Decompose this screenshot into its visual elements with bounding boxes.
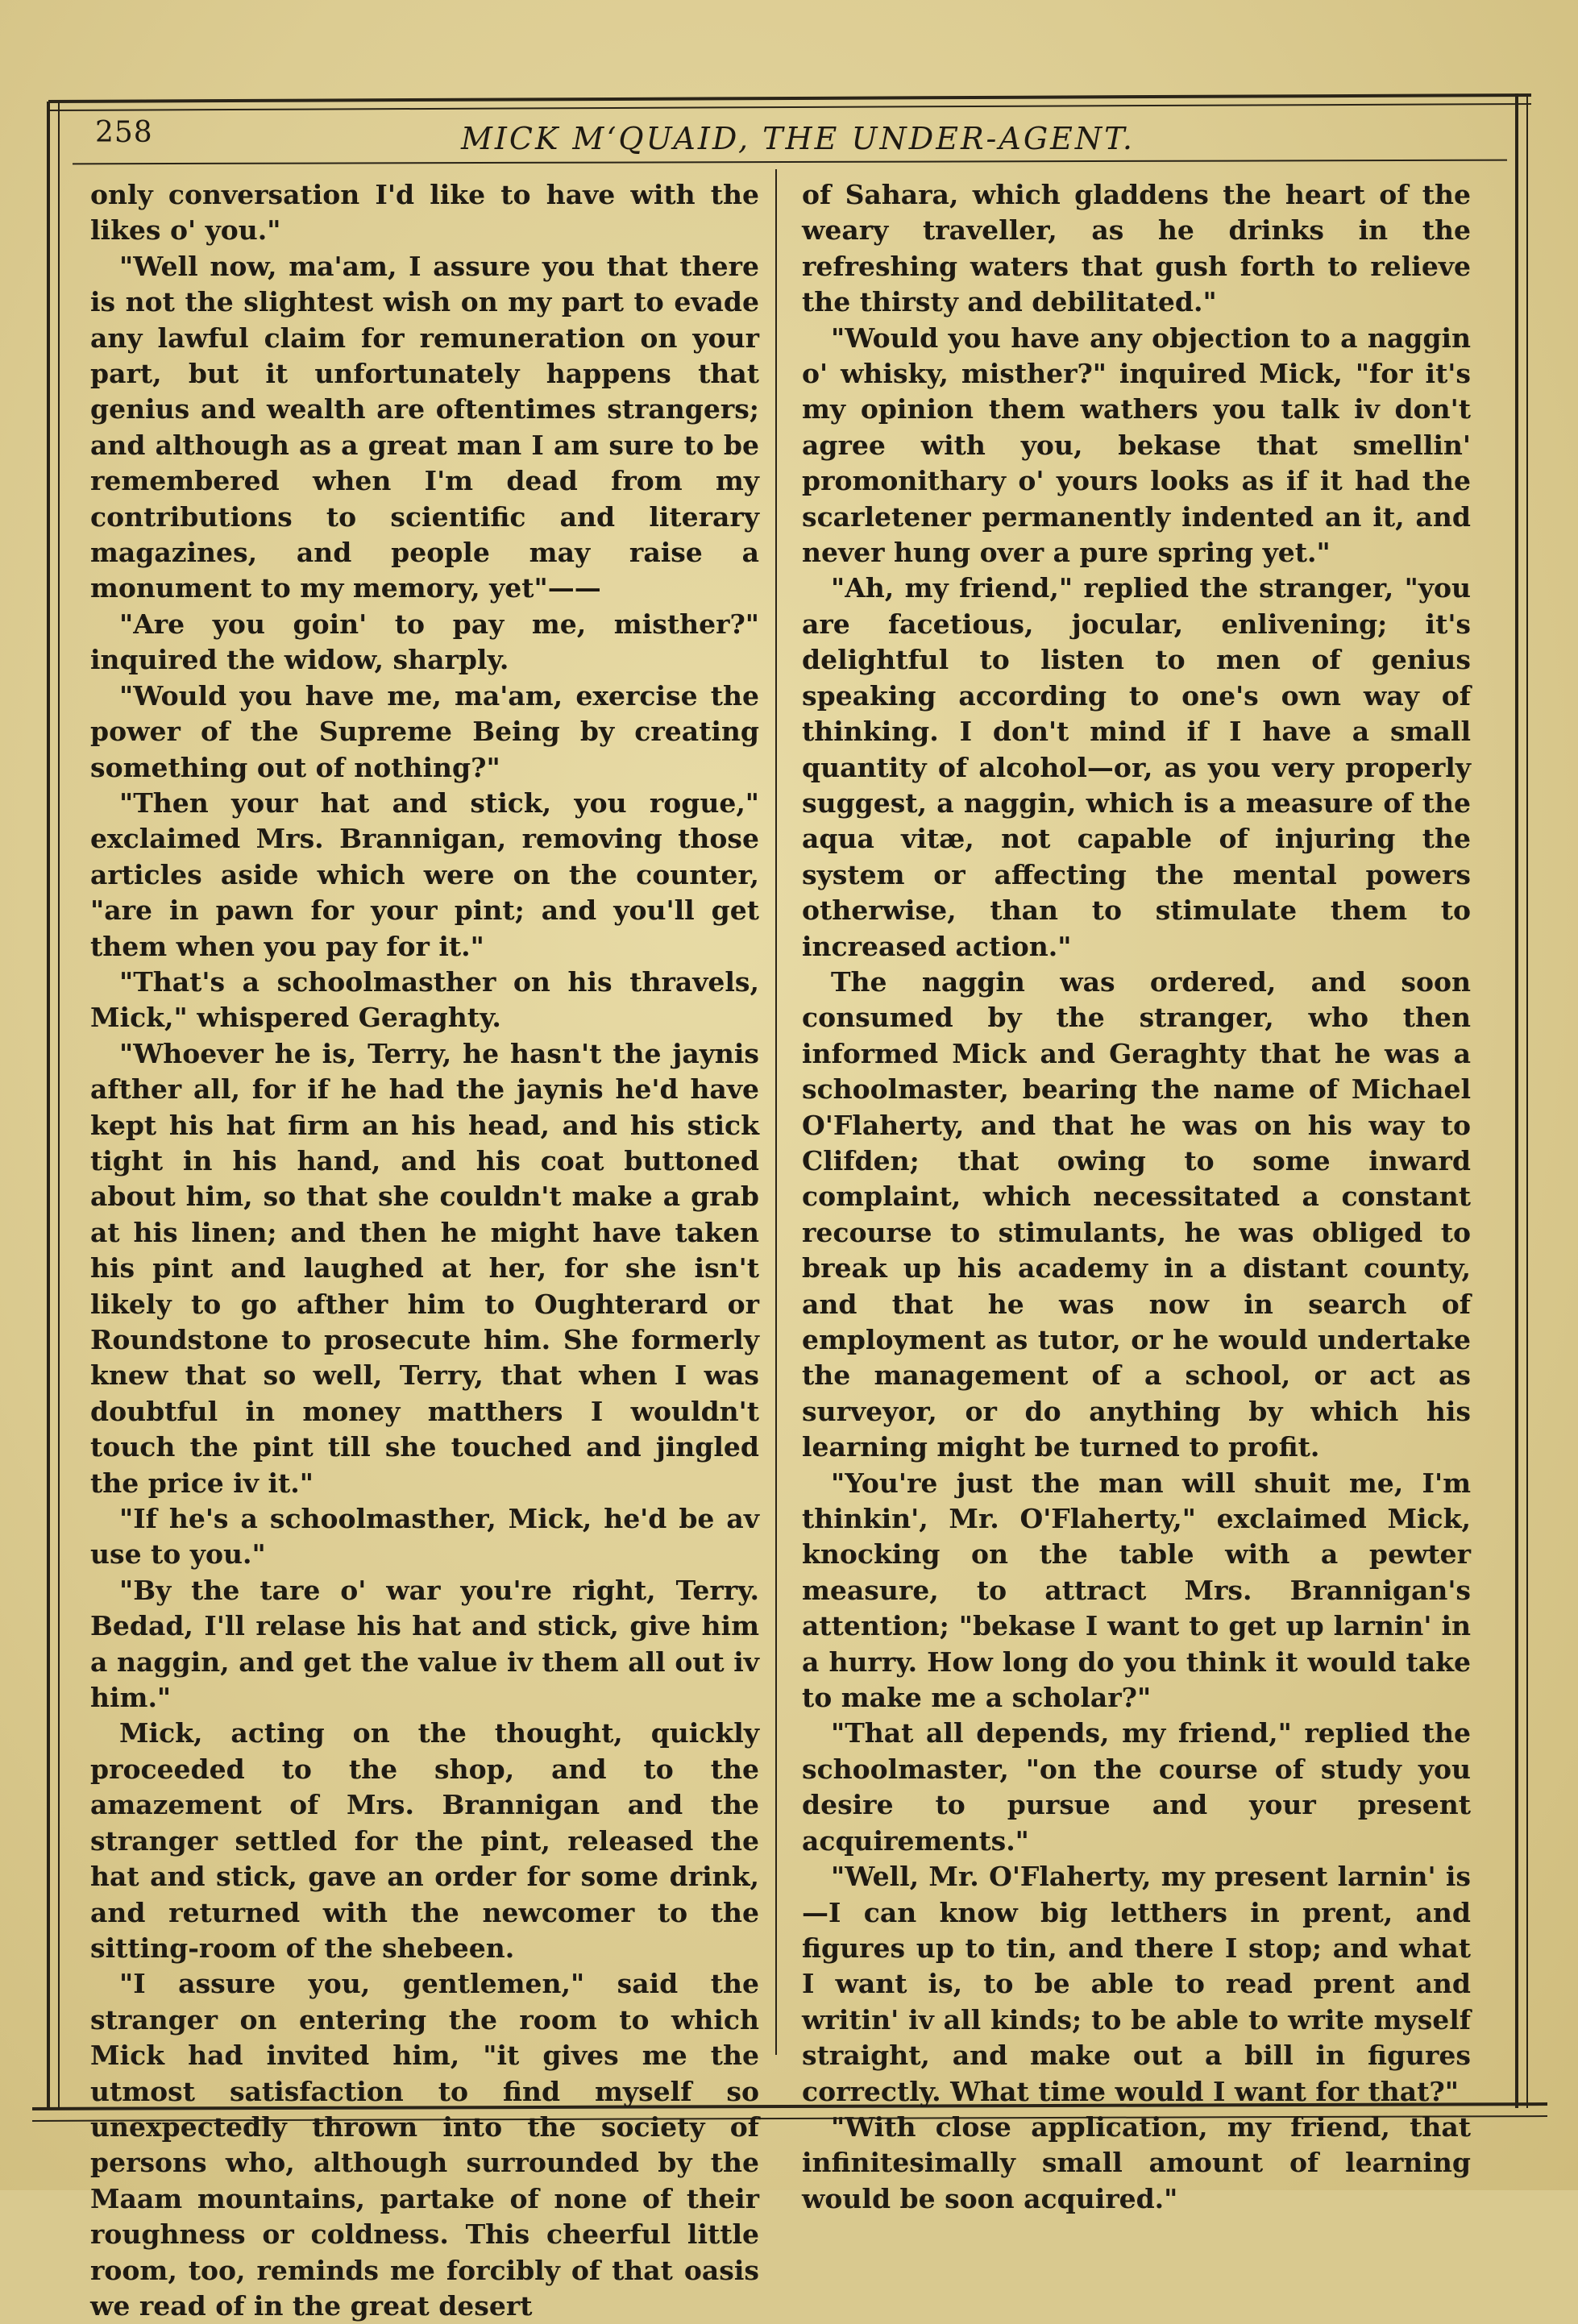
paragraph: "Ah, my friend," replied the stranger, "you are facetious, jocular, enlivening; it's delightful to listen to men of genius speaking according to one's own way of thinking. I don't mind if I have a small quantity of alcohol—or, as you very properly suggest, a naggin, which is a measure of the aqua vitæ, not capable of injuring the system or affecting the mental powers otherwise, than to stimulate them to increased action." <box>802 572 1471 962</box>
paragraph: "Whoever he is, Terry, he hasn't the jaynis afther all, for if he had the jaynis he'd have kept his hat firm an his head, and his stick tight in his hand, and his coat buttoned about him, so that she couldn't make a grab at his linen; and then he might have taken his pint and laughed at her, for she isn't likely to go afther him to Oughterard or Roundstone to prosecute him. She formerly knew that so well, Terry, that when I was doubtful in money matthers I wouldn't touch the pint till she touched and jingled the price iv it." <box>90 1037 759 1499</box>
left-column <box>90 177 759 2324</box>
page-header <box>89 113 1507 158</box>
paragraph: The naggin was ordered, and soon consumed by the stranger, who then informed Mick and Geraghty that he was a schoolmaster, bearing the name of Michael O'Flaherty, and that he was on his way to Clifden; that owing to some inward complaint, which necessitated a constant recourse to stimulants, he was obliged to break up his academy in a distant county, and that he was now in search of employment as tutor, or he would undertake the management of a school, or act as surveyor, or do anything by which his learning might be turned to profit. <box>802 965 1471 1463</box>
running-title: MICK M‘QUAID, THE UNDER-AGENT. <box>460 121 1136 156</box>
paragraph: "Are you goin' to pay me, misther?" inquired the widow, sharply. <box>90 608 759 676</box>
page-number: 258 <box>95 116 153 149</box>
top-border-rule-inner <box>50 103 1531 111</box>
paragraph: "Well, Mr. O'Flaherty, my present larnin' is—I can know big letthers in prent, and figures up to tin, and there I stop; and what I want is, to be able to read prent and writin' iv all kinds; to be able to write myself straight, and make out a bill in figures correctly. What time would I want for that?" <box>802 1861 1471 2107</box>
paragraph: "Would you have me, ma'am, exercise the power of the Supreme Being by creating something out of nothing?" <box>90 679 759 783</box>
paragraph: "If he's a schoolmasther, Mick, he'd be av use to you." <box>90 1503 759 1571</box>
paragraph: "With close application, my friend, that infinitesimally small amount of learning would be soon acquired." <box>802 2110 1471 2214</box>
paragraph: Mick, acting on the thought, quickly proceeded to the shop, and to the amazement of Mrs. Brannigan and the stranger settled for the pint, released the hat and stick, gave an order for some drink, and returned with the newcomer to the sitting-room of the shebeen. <box>90 1717 759 1964</box>
top-border-rule <box>48 93 1531 103</box>
paragraph: "You're just the man will shuit me, I'm thinkin', Mr. O'Flaherty," exclaimed Mick, knocking on the table with a pewter measure, to attract Mrs. Brannigan's attention; "bekase I want to get up larnin' in a hurry. How long do you think it would take to make me a scholar?" <box>802 1467 1471 1714</box>
paragraph: "That all depends, my friend," replied the schoolmaster, "on the course of study you desire to pursue and your present acquirements." <box>802 1717 1471 1857</box>
column-separator <box>775 169 777 2055</box>
paragraph: "Would you have any objection to a naggin o' whisky, misther?" inquired Mick, "for it's my opinion them wathers you talk iv don't agree with you, bekase that smellin' promonithary o' yours looks as if it had the scarletener permanently indented an it, and never hung over a pure spring yet." <box>802 322 1471 569</box>
paragraph: of Sahara, which gladdens the heart of the weary traveller, as he drinks in the refreshing waters that gush forth to relieve the thirsty and debilitated." <box>802 179 1471 318</box>
paragraph: "Well now, ma'am, I assure you that there is not the slightest wish on my part to evade any lawful claim for remuneration on your part, but it unfortunately happens that genius and wealth are oftentimes strangers; and although as a great man I am sure to be remembered when I'm dead from my contributions to scientific and literary magazines, and people may raise a monument to my memory, yet"—— <box>90 250 759 604</box>
paragraph: "Then your hat and stick, you rogue," exclaimed Mrs. Brannigan, removing those articles aside which were on the counter, "are in pawn for your pint; and you'll get them when you pay for it." <box>90 786 759 962</box>
left-border-rule-inner <box>58 102 60 2110</box>
left-border-rule <box>47 102 50 2110</box>
paragraph: only conversation I'd like to have with the likes o' you." <box>90 179 759 247</box>
paragraph: "I assure you, gentlemen," said the stranger on entering the room to which Mick had invited him, "it gives me the utmost satisfaction to find myself so unexpectedly thrown into the society of persons who, although surrounded by the Maam mountains, partake of none of their roughness or coldness. This cheerful little room, too, reminds me forcibly of that oasis we read of in the great desert <box>90 1968 759 2322</box>
header-rule <box>73 160 1507 165</box>
right-border-rule-inner <box>1526 93 1528 2108</box>
paragraph: "That's a schoolmasther on his thravels, Mick," whispered Geraghty. <box>90 965 759 1034</box>
paragraph: "By the tare o' war you're right, Terry. Bedad, I'll relase his hat and stick, give him a naggin, and get the value iv them all out iv him." <box>90 1574 759 1714</box>
right-column <box>802 177 1471 2217</box>
right-border-rule <box>1515 93 1518 2108</box>
